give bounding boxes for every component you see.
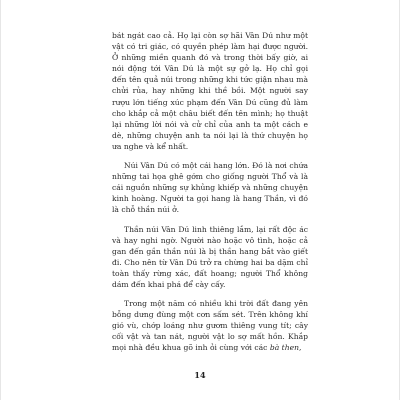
paragraph-4-end: , bbox=[299, 343, 302, 353]
paragraph-2: Núi Vân Dú có một cái hang lớn. Đó là nơi chứa những tai họa ghê gớm cho giống người Thổ và là cái nguồn những sự khủng khiếp và những chuyện kinh hoàng. Người ta gọi hang là hang Thần, vì đó là chỗ thần núi ở. bbox=[112, 161, 308, 215]
page-number: 14 bbox=[194, 370, 206, 380]
body-text bbox=[112, 30, 308, 354]
paragraph-3: Thần núi Vân Dú linh thiêng lắm, lại rất độc ác và hay nghi ngờ. Người nào hoặc vô tình, hoặc cả gan đến gần thần núi là bị thần hang bắt vào giết đi. Cho nên từ Vân Dú trở ra chừng hai ba dặm chỉ toàn thấy rừng xác, đất hoang; người Thổ không dám đến khai phá để cày cấy. bbox=[112, 224, 308, 289]
paragraph-4-text: Trong một năm có nhiều khi trời đất đang yên bỗng dưng đùng một cơn sấm sét. Trên không khí gió vù, chớp loáng như gươm thiêng vung tít; cây cối vật và tan nát, người vật lo sợ mất hồn. Khắp mọi nhà đều khua gõ inh ỏi cùng với các bbox=[112, 299, 308, 353]
paragraph-1: bát ngát cao cả. Họ lại còn sợ hãi Vân Dú như một vật có tri giác, có quyền phép làm hại được người. Ở những miền quanh đó và trong thời bấy giờ, ai nói động tới Vân Dú là một sự gở lạ. Họ chỉ gọi đến tên quả núi trong những khi tức giận nhau mà chửi rủa, hay những khi thề bồi. Một người say rượu lớn tiếng xúc phạm đến Vân Dú cũng đủ làm cho khắp cả một châu biết đến tên mình; họ thuật lại những lời nói và cử chỉ của anh ta một cách e dè, những chuyện anh ta nói lại là thứ chuyện họ ưa nghe và kể nhất. bbox=[112, 31, 308, 151]
paragraph-4-italic: bà then bbox=[269, 343, 299, 353]
paragraph-4 bbox=[112, 298, 308, 353]
